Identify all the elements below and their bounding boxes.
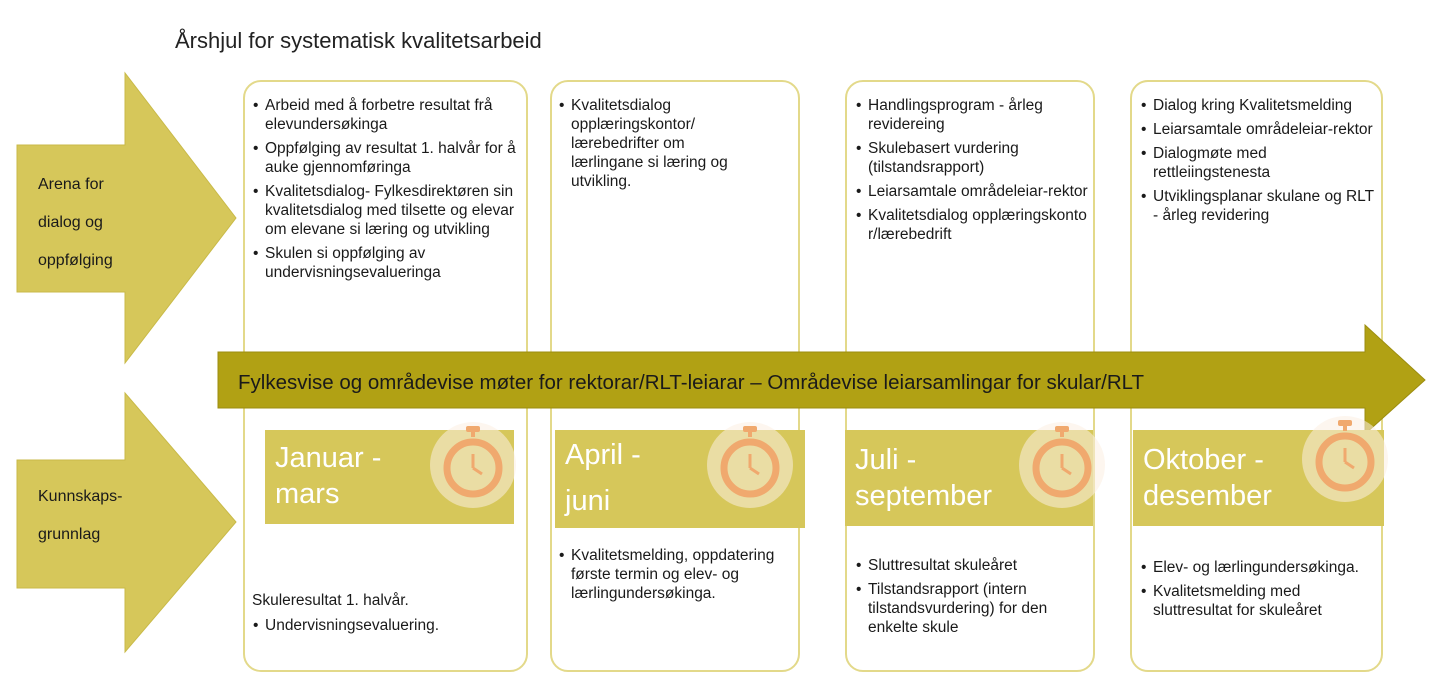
period-label-line: juni	[565, 485, 611, 517]
arena-label-line: oppfølging	[38, 252, 113, 269]
stopwatch-icon	[1017, 418, 1107, 508]
page-title: Årshjul for systematisk kvalitetsarbeid	[175, 28, 542, 53]
period-label-line: mars	[275, 478, 340, 510]
period-label-line: April -	[565, 439, 641, 471]
period-label-line: Juli -	[855, 444, 917, 476]
period-4-top-list	[1140, 96, 1378, 230]
period-label-line: september	[855, 480, 993, 512]
period-2-top-list	[558, 96, 758, 196]
list-item: • Tilstandsrapport (intern tilstandsvurdering) for den enkelte skule	[855, 580, 1087, 637]
period-2-bottom-list	[558, 546, 788, 608]
period-1-bottom-list	[252, 616, 522, 640]
period-1-bottom-heading: Skuleresultat 1. halvår.	[252, 592, 409, 609]
stopwatch-icon	[428, 418, 518, 508]
list-item: • Kvalitetsmelding med sluttresultat for skuleåret	[1140, 582, 1376, 620]
arena-label	[38, 166, 113, 280]
list-item: • Kvalitetsdialog- Fylkesdirektøren sin kvalitetsdialog med tilsette og elevar om elevane si læring og utvikling	[252, 182, 522, 239]
period-3-top-list	[855, 96, 1090, 249]
period-label-line: Januar -	[275, 442, 382, 474]
arena-label-line: Arena for	[38, 176, 104, 193]
list-item: • Kvalitetsdialog opplæringskontor/lærebedrift	[855, 206, 1090, 244]
list-item: • Skulebasert vurdering (tilstandsrapport)	[855, 139, 1090, 177]
list-item: • Utviklingsplanar skulane og RLT - årleg revidering	[1140, 187, 1378, 225]
list-item: • Leiarsamtale områdeleiar-rektor	[1140, 120, 1378, 139]
list-item: • Undervisningsevaluering.	[252, 616, 522, 635]
arena-label-line: dialog og	[38, 214, 103, 231]
list-item: • Leiarsamtale områdeleiar-rektor	[855, 182, 1090, 201]
list-item: • Dialog kring Kvalitetsmelding	[1140, 96, 1378, 115]
list-item: • Arbeid med å forbetre resultat frå elevundersøkinga	[252, 96, 522, 134]
list-item: • Dialogmøte med rettleiingstenesta	[1140, 144, 1378, 182]
period-3-bottom-list	[855, 556, 1087, 642]
kunnskap-label-line: grunnlag	[38, 526, 101, 543]
period-4-bottom-list	[1140, 558, 1376, 625]
stopwatch-icon	[705, 418, 795, 508]
list-item: • Oppfølging av resultat 1. halvår for å auke gjennomføringa	[252, 139, 522, 177]
period-label-line: desember	[1143, 480, 1272, 512]
period-1-top-list	[252, 96, 522, 287]
kunnskap-label	[38, 478, 123, 554]
list-item: • Kvalitetsmelding, oppdatering første termin og elev- og lærlingundersøkinga.	[558, 546, 788, 603]
period-label-line: Oktober -	[1143, 444, 1264, 476]
list-item: • Kvalitetsdialog opplæringskontor/ lærebedrifter om lærlingane si læring og utvikling.	[558, 96, 758, 191]
list-item: • Handlingsprogram - årleg revidereing	[855, 96, 1090, 134]
list-item: • Elev- og lærlingundersøkinga.	[1140, 558, 1376, 577]
list-item: • Sluttresultat skuleåret	[855, 556, 1087, 575]
list-item: • Skulen si oppfølging av undervisningsevalueringa	[252, 244, 522, 282]
stopwatch-icon	[1300, 412, 1390, 502]
kunnskap-label-line: Kunnskaps-	[38, 488, 123, 505]
timeline-banner-text: Fylkesvise og områdevise møter for rektorar/RLT-leiarar – Områdevise leiarsamlingar for skular/RLT	[238, 371, 1145, 394]
